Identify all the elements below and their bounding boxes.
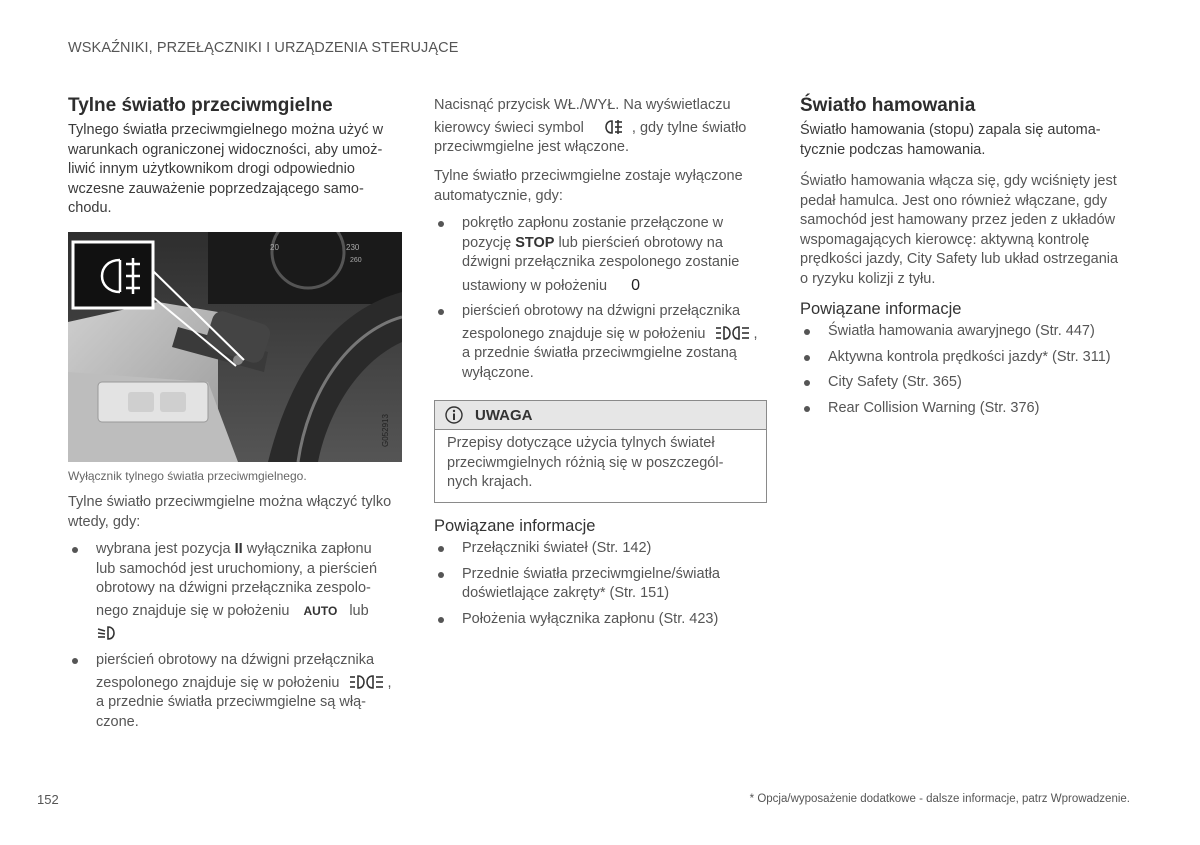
related-link[interactable] [434,539,779,559]
dipped-beam-icon [96,625,116,641]
text-line: tycznie podczas hamowania. [800,141,986,158]
auto-off-list [434,214,779,383]
text-line: Tylnego światła przeciwmgielnego można użyć w [68,122,384,138]
fog-front-icon [715,325,753,341]
text: ustawiony w położeniu [462,277,608,294]
text: lub [349,602,369,619]
text-line: przeciwmgielne jest włączone. [434,139,630,155]
related-link[interactable] [800,373,1145,393]
text-line: wczesne zauważenie poprzedzającego samo- [68,180,364,197]
activation-paragraph [434,96,774,158]
text-line: pokrętło zapłonu zostanie przełączone w [462,215,724,231]
link-text[interactable]: doświetlające zakręty* (Str. 151) [462,585,670,601]
text-line: automatycznie, gdy: [434,187,563,204]
related-link[interactable] [434,610,779,630]
text-line: czone. [96,713,139,730]
related-info-title: Powiązane informacje [800,300,962,318]
condition-list [68,540,413,732]
text: wyłącznika zapłonu [242,541,372,557]
link-text[interactable]: Światła hamowania awaryjnego (Str. 447) [828,323,1095,339]
text: zespolonego znajduje się w położeniu [96,674,340,691]
related-link[interactable] [800,322,1145,342]
fog-front-icon [349,674,387,690]
related-links-list [800,322,1145,418]
rear-fog-icon [604,119,624,135]
condition-intro [68,493,408,532]
note-text [435,430,766,493]
text: zespolonego znajduje się w położeniu [462,325,706,342]
section-title-rear-fog: Tylne światło przeciwmgielne [68,95,333,116]
text-line: o ryzyku kolizji z tyłu. [800,270,936,287]
text-line: Przepisy dotyczące użycia tylnych świateł [447,435,715,451]
text: lub pierścień obrotowy na [554,234,723,251]
brake-detail-paragraph [800,172,1145,289]
photo-caption: Wyłącznik tylnego światła przeciwmgielnego. [68,469,307,483]
text-line: Nacisnąć przycisk WŁ./WYŁ. Na wyświetlaczu [434,97,731,113]
link-text[interactable]: City Safety (Str. 365) [828,374,962,390]
related-links-list [434,539,779,629]
footnote: * Opcja/wyposażenie dodatkowe - dalsze informacje, patrz Wprowadzenie. [749,793,1130,805]
info-icon [445,406,463,424]
text-line: wspomagających kierowcę: aktywną kontrolę [800,231,1090,248]
section-title-brake-light: Światło hamowania [800,95,976,116]
note-title: UWAGA [475,406,533,424]
related-info-title: Powiązane informacje [434,517,596,535]
zero-position-symbol: 0 [631,276,641,294]
text-line: pierścień obrotowy na dźwigni przełącznika [462,303,741,319]
text-line: a przednie światła przeciwmgielne są włą- [96,694,366,710]
text: pozycję [462,234,516,251]
text-line: przeciwmgielnych różnią się w poszczegól- [447,454,724,471]
list-item [434,214,779,296]
text-line: Tylne światło przeciwmgielne zostaje wyłączone [434,168,743,184]
text-line: prędkości jazdy, City Safety lub układ ostrzegania [800,251,1119,267]
text-line: liwić innym użytkownikom drogi odpowiednio [68,161,355,177]
fog-light-switch-photo [68,232,402,462]
related-link[interactable] [800,399,1145,419]
photo-code: G052913 [381,414,390,447]
list-item: pierścień obrotowy na dźwigni przełącznika zespolonego znajduje się w położeniu , a przednie światła przeciwmgielne zostaną wyłączone. [434,302,779,383]
related-link[interactable] [434,565,779,604]
text-line: dźwigni przełącznika zespolonego zostanie [462,254,740,270]
link-text[interactable]: Położenia wyłącznika zapłonu (Str. 423) [462,610,719,627]
svg-text:20: 20 [270,243,279,252]
list-item [68,540,413,645]
text-line: wtedy, gdy: [68,513,141,530]
brake-intro-paragraph [800,121,1140,160]
text-line: pedał hamulca. Jest ono również włączane, gdy [800,192,1108,209]
text-line: a przednie światła przeciwmgielne zostaną [462,345,737,361]
text-line: Światło hamowania (stopu) zapala się automa- [800,122,1101,138]
list-item: pierścień obrotowy na dźwigni przełącznika zespolonego znajduje się w położeniu , a przednie światła przeciwmgielne są włą- czone. [68,651,413,732]
link-text[interactable]: Rear Collision Warning (Str. 376) [828,399,1040,416]
related-link[interactable] [800,348,1145,368]
svg-text:230: 230 [346,243,360,252]
bold-text: STOP [515,234,555,251]
text: nego znajduje się w położeniu [96,602,290,619]
svg-text:260: 260 [350,257,362,264]
bold-text: II [234,541,243,557]
intro-paragraph [68,121,408,219]
text: kierowcy świeci symbol [434,119,584,136]
text-line: nych krajach. [447,474,533,490]
text-line: samochód jest hamowany przez jeden z układów [800,212,1116,228]
text-line: chodu. [68,200,112,216]
text-line: wyłączone. [462,364,534,381]
text-line: pierścień obrotowy na dźwigni przełącznika [96,652,375,668]
link-text[interactable]: Aktywna kontrola prędkości jazdy* (Str. 311) [828,348,1111,365]
text-line: Światło hamowania włącza się, gdy wciśnięty jest [800,173,1117,189]
text: , gdy tylne światło [631,119,747,136]
text-line: lub samochód jest uruchomiony, a pierścień [96,560,378,577]
text-line: obrotowy na dźwigni przełącznika zespolo- [96,580,371,596]
note-header [435,401,766,430]
note-box [434,400,767,503]
text: wybrana jest pozycja [96,541,235,557]
text-line: Tylne światło przeciwmgielne można włączyć tylko [68,494,392,510]
link-text[interactable]: Przednie światła przeciwmgielne/światła [462,565,720,582]
auto-off-paragraph [434,167,774,206]
running-header: WSKAŹNIKI, PRZEŁĄCZNIKI I URZĄDZENIA STERUJĄCE [68,40,459,56]
link-text[interactable]: Przełączniki świateł (Str. 142) [462,540,652,556]
page-number: 152 [37,792,59,807]
text-line: warunkach ograniczonej widoczności, aby umoż- [68,141,383,158]
auto-symbol: AUTO [303,603,338,618]
